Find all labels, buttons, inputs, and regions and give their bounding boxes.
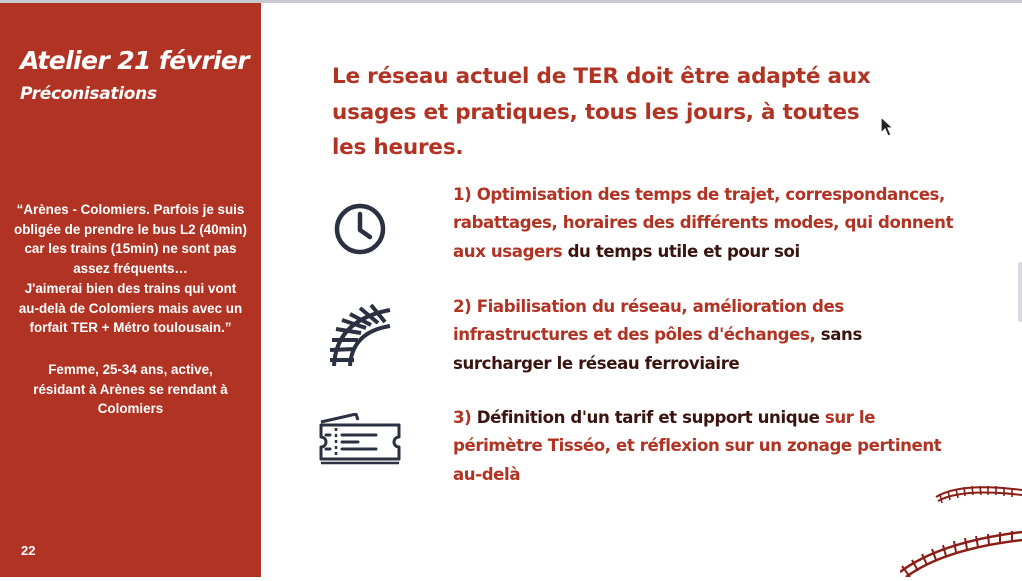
testimonial-quote [0, 200, 261, 338]
item-line [453, 238, 953, 266]
attribution-line: Colomiers [97, 401, 164, 417]
item-line [453, 209, 953, 237]
page-number: 22 [21, 543, 36, 558]
item-line [453, 181, 953, 209]
recommendation-item-3 [453, 404, 941, 489]
scrollbar-thumb[interactable] [1018, 262, 1022, 322]
clock-icon [332, 201, 388, 261]
item-text-run: 2) Fiabilisation du réseau, amélioration des [453, 297, 844, 316]
item-text-run: rabattages, horaires des différents modes, qui donnent [453, 213, 954, 233]
quote-line: car les trains (15min) ne sont pas [24, 241, 237, 257]
testimonial-attribution [0, 360, 261, 419]
heading-line: Le réseau actuel de TER doit être adapté aux [332, 64, 871, 89]
item-text-run: périmètre Tisséo, et réflexion sur un zonage pertinent [453, 436, 942, 456]
quote-line: J'aimerai bien des trains qui vont [24, 280, 237, 296]
recommendation-item-2 [453, 293, 862, 378]
item-text-run: surcharger le réseau ferroviaire [453, 353, 740, 373]
workshop-title: Atelier 21 février [20, 46, 250, 75]
slide-heading [332, 59, 871, 166]
item-text-run: sur le [824, 408, 876, 427]
item-text-run: 1) Optimisation des temps de trajet, correspondances, [453, 185, 945, 204]
quote-line: obligée de prendre le bus L2 (40min) [14, 221, 247, 237]
mouse-cursor-icon [880, 116, 896, 142]
item-text-run: infrastructures et des pôles d'échanges, [453, 325, 821, 345]
railway-decoration-icon [900, 470, 1022, 581]
item-line [453, 293, 862, 321]
item-text-run: du temps utile et pour soi [567, 241, 800, 261]
sidebar-panel [0, 3, 261, 577]
ticket-icon [318, 413, 402, 475]
quote-line: assez fréquents… [73, 261, 188, 277]
heading-line: usages et pratiques, tous les jours, à toutes [332, 99, 860, 125]
quote-line: forfait TER + Métro toulousain.” [29, 320, 232, 336]
item-text-run: Définition d'un tarif et support unique [476, 408, 825, 427]
attribution-line: Femme, 25-34 ans, active, [48, 362, 213, 377]
heading-line: les heures. [332, 135, 464, 160]
railway-track-icon [328, 302, 394, 372]
item-text-run: sans [820, 325, 862, 345]
quote-line: au-delà de Colomiers mais avec un [18, 300, 243, 316]
item-line [453, 404, 941, 432]
workshop-subtitle: Préconisations [20, 84, 157, 104]
item-line [453, 461, 941, 489]
item-text-run: aux usagers [453, 241, 568, 261]
recommendation-item-1 [453, 181, 953, 266]
item-line [453, 350, 862, 378]
item-line [453, 321, 862, 349]
attribution-line: résidant à Arènes se rendant à [33, 381, 228, 397]
item-line [453, 432, 941, 460]
item-text-run: au-delà [453, 464, 521, 484]
quote-line: “Arènes - Colomiers. Parfois je suis [16, 202, 245, 217]
item-text-run: 3) [453, 408, 477, 427]
